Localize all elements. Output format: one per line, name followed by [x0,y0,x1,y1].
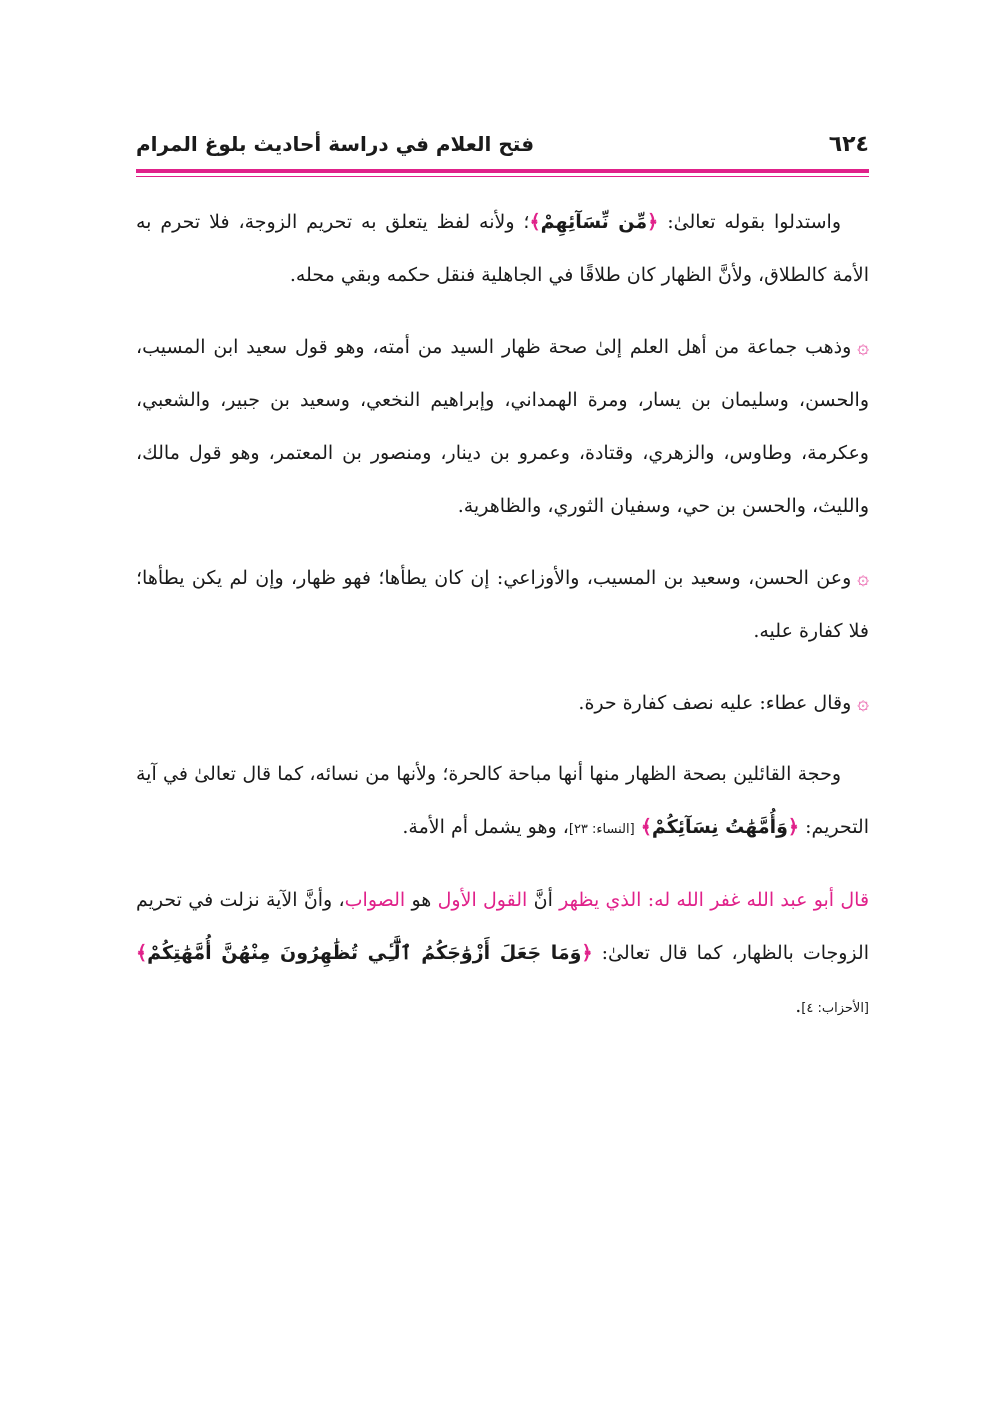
running-title: فتح العلام في دراسة أحاديث بلوغ المرام [136,132,535,156]
flower-ornament-icon: ۞ [857,690,869,714]
author-statement: قال أبو عبد الله غفر الله له: [647,889,870,911]
flower-ornament-icon: ۞ [857,334,869,358]
quran-bracket-open: ﴿ [647,211,659,233]
verse-reference: [النساء: ٢٣] [568,822,635,837]
quran-bracket-close: ﴾ [136,942,148,964]
quran-bracket-open: ﴿ [787,816,800,838]
body-text [136,196,869,1035]
paragraph-text: وذهب جماعة من أهل العلم إلىٰ صحة ظهار السيد من أمته، وهو قول سعيد ابن المسيب، والحسن، وسليمان بن يسار، ومرة الهمداني، وإبراهيم النخعي، وسعيد بن جبير، والشعبي، وعكرمة، وطاوس، والزهري، وقتادة، وعمرو بن دينار، ومنصور بن المعتمر، وهو قول مالك، والليث، والحسن بن حي، وسفيان الثوري، والظاهرية. [136,336,869,517]
paragraph-text: ، وهو يشمل أم الأمة. [402,816,569,838]
page-number: ٦٢٤ [828,132,869,157]
quran-verse: وَأُمَّهَٰتُ نِسَآئِكُمْ [651,816,788,838]
quran-verse: مِّن نِّسَآئِهِمْ [540,211,648,233]
paragraph-text: وعن الحسن، وسعيد بن المسيب، والأوزاعي: إن كان يطأها؛ فهو ظهار، وإن لم يكن يطأها؛ فلا كفارة عليه. [136,567,869,642]
paragraph-evidence [136,196,869,302]
paragraph-text: . [795,995,802,1017]
quran-quote [529,211,658,233]
paragraph-proponents-argument [136,748,869,856]
first-opinion-label: القول الأول [437,889,528,911]
quran-bracket-open: ﴿ [581,942,593,964]
paragraph-author-conclusion [136,874,869,1035]
verse-reference: [الأحزاب: ٤] [801,1001,869,1016]
paragraph-text: وقال عطاء: عليه نصف كفارة حرة. [578,692,852,714]
quran-verse: وَمَا جَعَلَ أَزْوَٰجَكُمُ ٱلَّٰٓـِٔي تُظَٰهِرُونَ مِنْهُنَّ أُمَّهَٰتِكُمْ [147,942,582,964]
paragraph-text: وحجة القائلين بصحة الظهار منها أنها مباحة كالحرة؛ ولأنها من نسائه، كما قال تعالىٰ في آية التحريم: [136,763,869,838]
header-rule-thick [136,169,869,173]
flower-ornament-icon: ۞ [857,565,869,589]
paragraph-ata-opinion [136,676,869,730]
quran-bracket-close: ﴾ [529,211,541,233]
paragraph-text: أنَّ [533,889,553,911]
paragraph-scholars-opinion [136,320,869,533]
paragraph-hasan-opinion [136,551,869,658]
quran-quote [136,942,593,964]
paragraph-text: ؛ ولأنه لفظ يتعلق به تحريم الزوجة، فلا تحرم به الأمة كالطلاق، ولأنَّ الظهار كان طلاقًا في الجاهلية فنقل حكمه وبقي محله. [136,211,869,286]
quran-bracket-close: ﴾ [640,816,652,838]
author-statement-apparent: الذي يظهر [559,889,642,911]
correct-label: الصواب [344,889,406,911]
paragraph-text: ، وأنَّ الآية نزلت في تحريم الزوجات بالظهار، كما قال تعالىٰ: [136,889,869,964]
paragraph-text: هو [411,889,432,911]
quran-quote [641,816,799,838]
page-header [136,126,869,166]
paragraph-text: واستدلوا بقوله تعالىٰ: [667,211,841,233]
header-rule-thin [136,176,869,177]
